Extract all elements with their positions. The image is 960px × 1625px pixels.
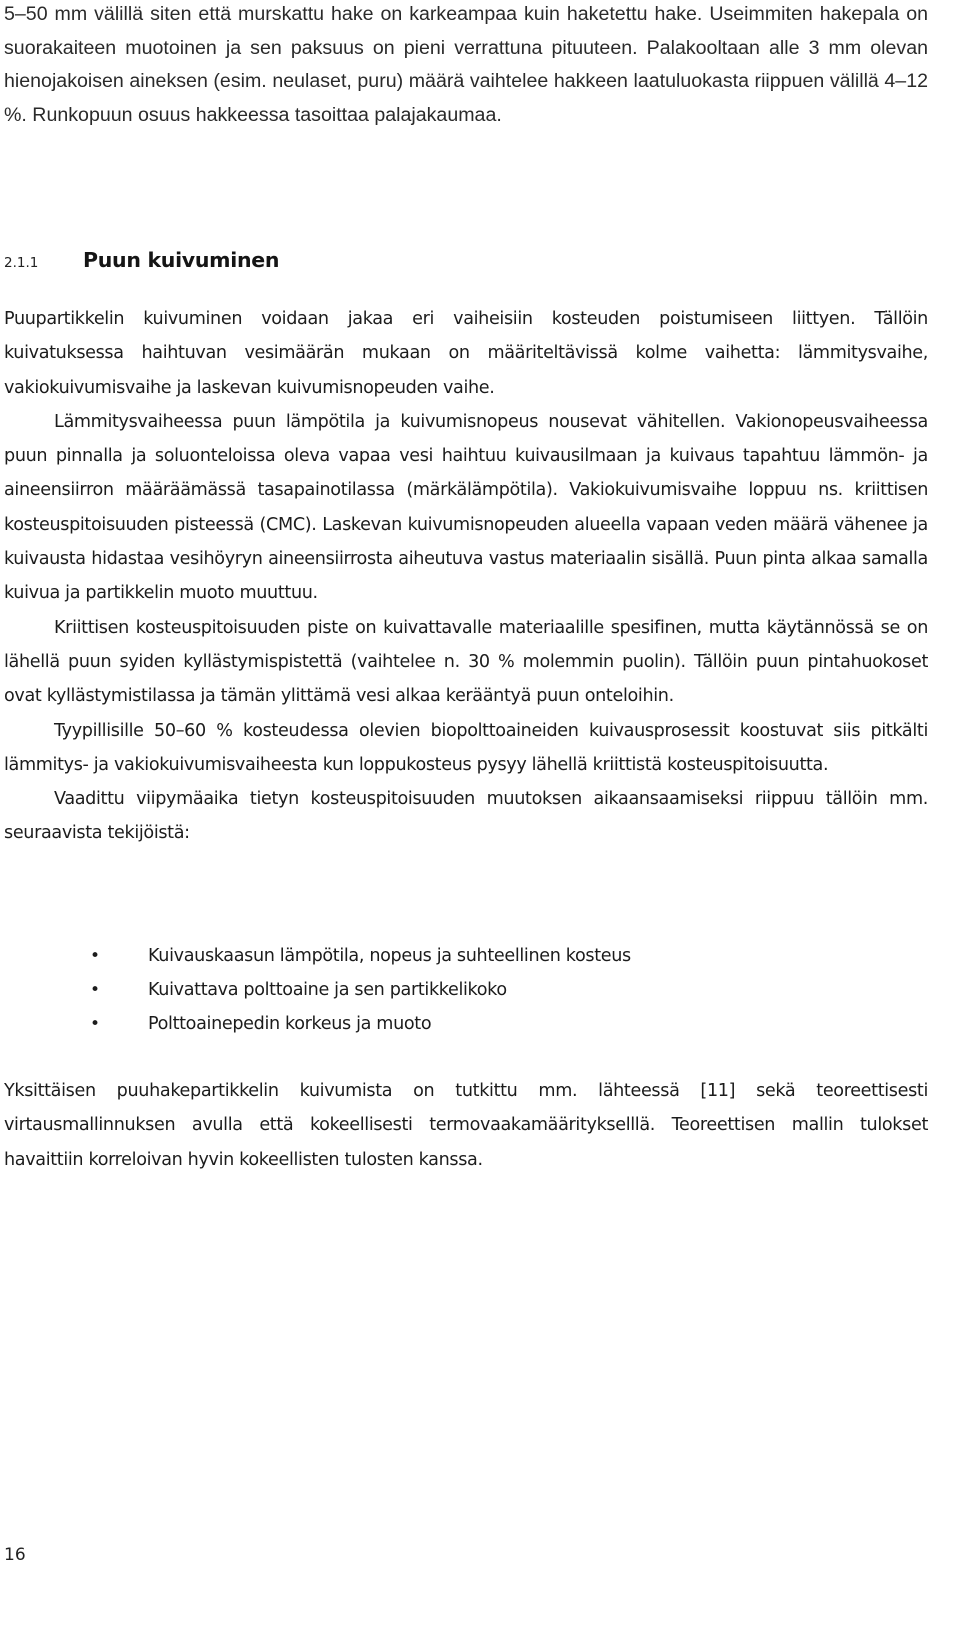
bullet-icon: • [90,980,100,1001]
intro-block [4,0,928,132]
closing-block [4,1074,928,1177]
list-item-text: Polttoainepedin korkeus ja muoto [148,1014,432,1035]
bullet-icon: • [90,1014,100,1035]
closing-paragraph: Yksittäisen puuhakepartikkelin kuivumista on tutkittu mm. lähteessä [11] sekä teoreettisesti virtausmallinnuksen avulla että kokeellisesti termovaakamääritykselllä. Teoreettisen mallin tulokset havaittiin korreloivan hyvin kokeellisten tulosten kanssa. [4,1081,928,1170]
paragraph-heating: Lämmitysvaiheessa puun lämpötila ja kuivumisnopeus nousevat vähitellen. Vakionopeusvaiheessa puun pinnalla ja soluonteloissa oleva vapaa vesi haihtuu kuivausilmaan ja kuivaus tapahtuu lämmön- ja aineensiirron määräämässä tasapainotilassa (märkälämpötila). Vakiokuivumisvaihe loppuu ns. kriittisen kosteuspitoisuuden pisteessä (CMC). Laskevan kuivumisnopeuden alueella vapaan veden määrä vähenee ja kuivausta hidastaa vesihöyryn aineensiirrosta aiheutuva vastus materiaalin sisällä. Puun pinta alkaa samalla kuivua ja partikkelin muoto muuttuu. [4,411,928,604]
list-item [90,973,890,1007]
list-item [90,939,890,973]
list-item [90,1007,890,1041]
paragraph-residence-time: Vaadittu viipymäaika tietyn kosteuspitoisuuden muutoksen aikaansaamiseksi riippuu tällöin mm. seuraavista tekijöistä: [4,789,928,844]
section-number: 2.1.1 [4,255,39,271]
intro-paragraph: 5–50 mm välillä siten että murskattu hake on karkeampaa kuin haketettu hake. Useimmiten hakepala on suorakaiteen muotoinen ja sen paksuus on pieni verrattuna pituuteen. Palakooltaan alle 3 mm olevan hienojakoisen aineksen (esim. neulaset, puru) määrä vaihtelee hakkeen laatuluokasta riippuen välillä 4–12 %. Runkopuun osuus hakkeessa tasoittaa palajakaumaa. [4,3,928,126]
body-block [4,302,928,851]
page-number: 16 [4,1545,26,1565]
list-item-text: Kuivattava polttoaine ja sen partikkelikoko [148,980,507,1001]
section-heading [4,248,279,284]
list-item-text: Kuivauskaasun lämpötila, nopeus ja suhteellinen kosteus [148,946,631,966]
paragraph-phases: Puupartikkelin kuivuminen voidaan jakaa eri vaiheisiin kosteuden poistumiseen liittyen. Tällöin kuivatuksessa haihtuvan vesimäärän mukaan on määriteltävissä kolme vaihetta: lämmitysvaihe, vakiokuivumisvaihe ja laskevan kuivumisnopeuden vaihe. [4,309,928,398]
paragraph-typical-biofuels: Tyypillisille 50–60 % kosteudessa olevien biopolttoaineiden kuivausprosessit koostuvat siis pitkälti lämmitys- ja vakiokuivumisvaiheesta kun loppukosteus pysyy lähellä kriittistä kosteuspitoisuutta. [4,720,928,775]
section-title: Puun kuivuminen [83,248,280,272]
paragraph-critical-moisture: Kriittisen kosteuspitoisuuden piste on kuivattavalle materiaalille spesifinen, mutta käytännössä se on lähellä puun syiden kyllästymispistettä (vaihtelee n. 30 % molemmin puolin). Tällöin puun pintahuokoset ovat kyllästymistilassa ja tämän ylittämä vesi alkaa kerääntyä puun onteloihin. [4,617,928,707]
factor-list [90,939,890,1042]
bullet-icon: • [90,946,100,966]
